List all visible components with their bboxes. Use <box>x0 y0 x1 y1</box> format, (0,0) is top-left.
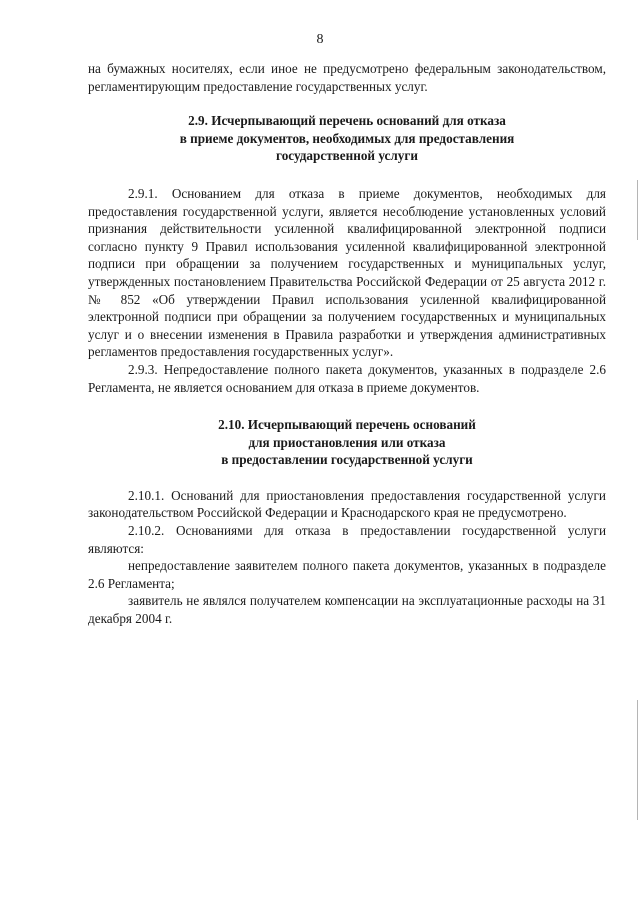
section-2-10-heading-line: для приостановления или отказа <box>248 434 446 450</box>
page-body <box>88 60 606 628</box>
paragraph-2-9-1: 2.9.1. Основанием для отказа в приеме документов, необходимых для предоставления государственной услуги, является несоблюдение установленных условий признания действительности усиленной квалифицированной электронной подписи согласно пункту 9 Правил использования усиленной квалифицированной электронной подписи при обращении за получением государственных и муниципальных услуг, утвержденных постановлением Правительства Российской Федерации от 25 августа 2012 г. № 852 «Об утверждении Правил использования усиленной квалифицированной электронной подписи при обращении за получением государственных и муниципальных услуг и о внесении изменения в Правила разработки и утверждения административных регламентов предоставления государственных услуг». <box>88 185 606 360</box>
scan-edge-mark <box>637 180 638 240</box>
intro-paragraph: на бумажных носителях, если иное не предусмотрено федеральным законодательством, регламентирующим предоставление государственных услуг. <box>88 61 606 94</box>
section-2-9-heading <box>88 112 606 165</box>
scan-edge-mark <box>637 700 638 820</box>
section-2-10-heading <box>88 416 606 469</box>
paragraph-refusal-ground-1: непредоставление заявителем полного пакета документов, указанных в подразделе 2.6 Регламента; <box>88 558 606 591</box>
paragraph-2-10-1: 2.10.1. Оснований для приостановления предоставления государственной услуги законодательством Российской Федерации и Краснодарского края не предусмотрено. <box>88 487 606 521</box>
section-2-10-heading-line: 2.10. Исчерпывающий перечень оснований <box>218 417 476 433</box>
page-number: 8 <box>316 32 324 47</box>
paragraph-refusal-ground-2: заявитель не являлся получателем компенсации на эксплуатационные расходы на 31 декабря 2004 г. <box>88 593 606 627</box>
section-2-9-heading-line: 2.9. Исчерпывающий перечень оснований для отказа <box>188 113 506 129</box>
section-2-9-heading-line: государственной услуги <box>276 148 418 164</box>
paragraph-2-9-3: 2.9.3. Непредоставление полного пакета документов, указанных в подразделе 2.6 Регламента, не является основанием для отказа в приеме документов. <box>88 361 606 395</box>
paragraph-2-10-2: 2.10.2. Основаниями для отказа в предоставлении государственной услуги являются: <box>88 523 606 556</box>
section-2-10-heading-line: в предоставлении государственной услуги <box>221 452 473 468</box>
section-2-9-heading-line: в приеме документов, необходимых для предоставления <box>179 130 515 146</box>
